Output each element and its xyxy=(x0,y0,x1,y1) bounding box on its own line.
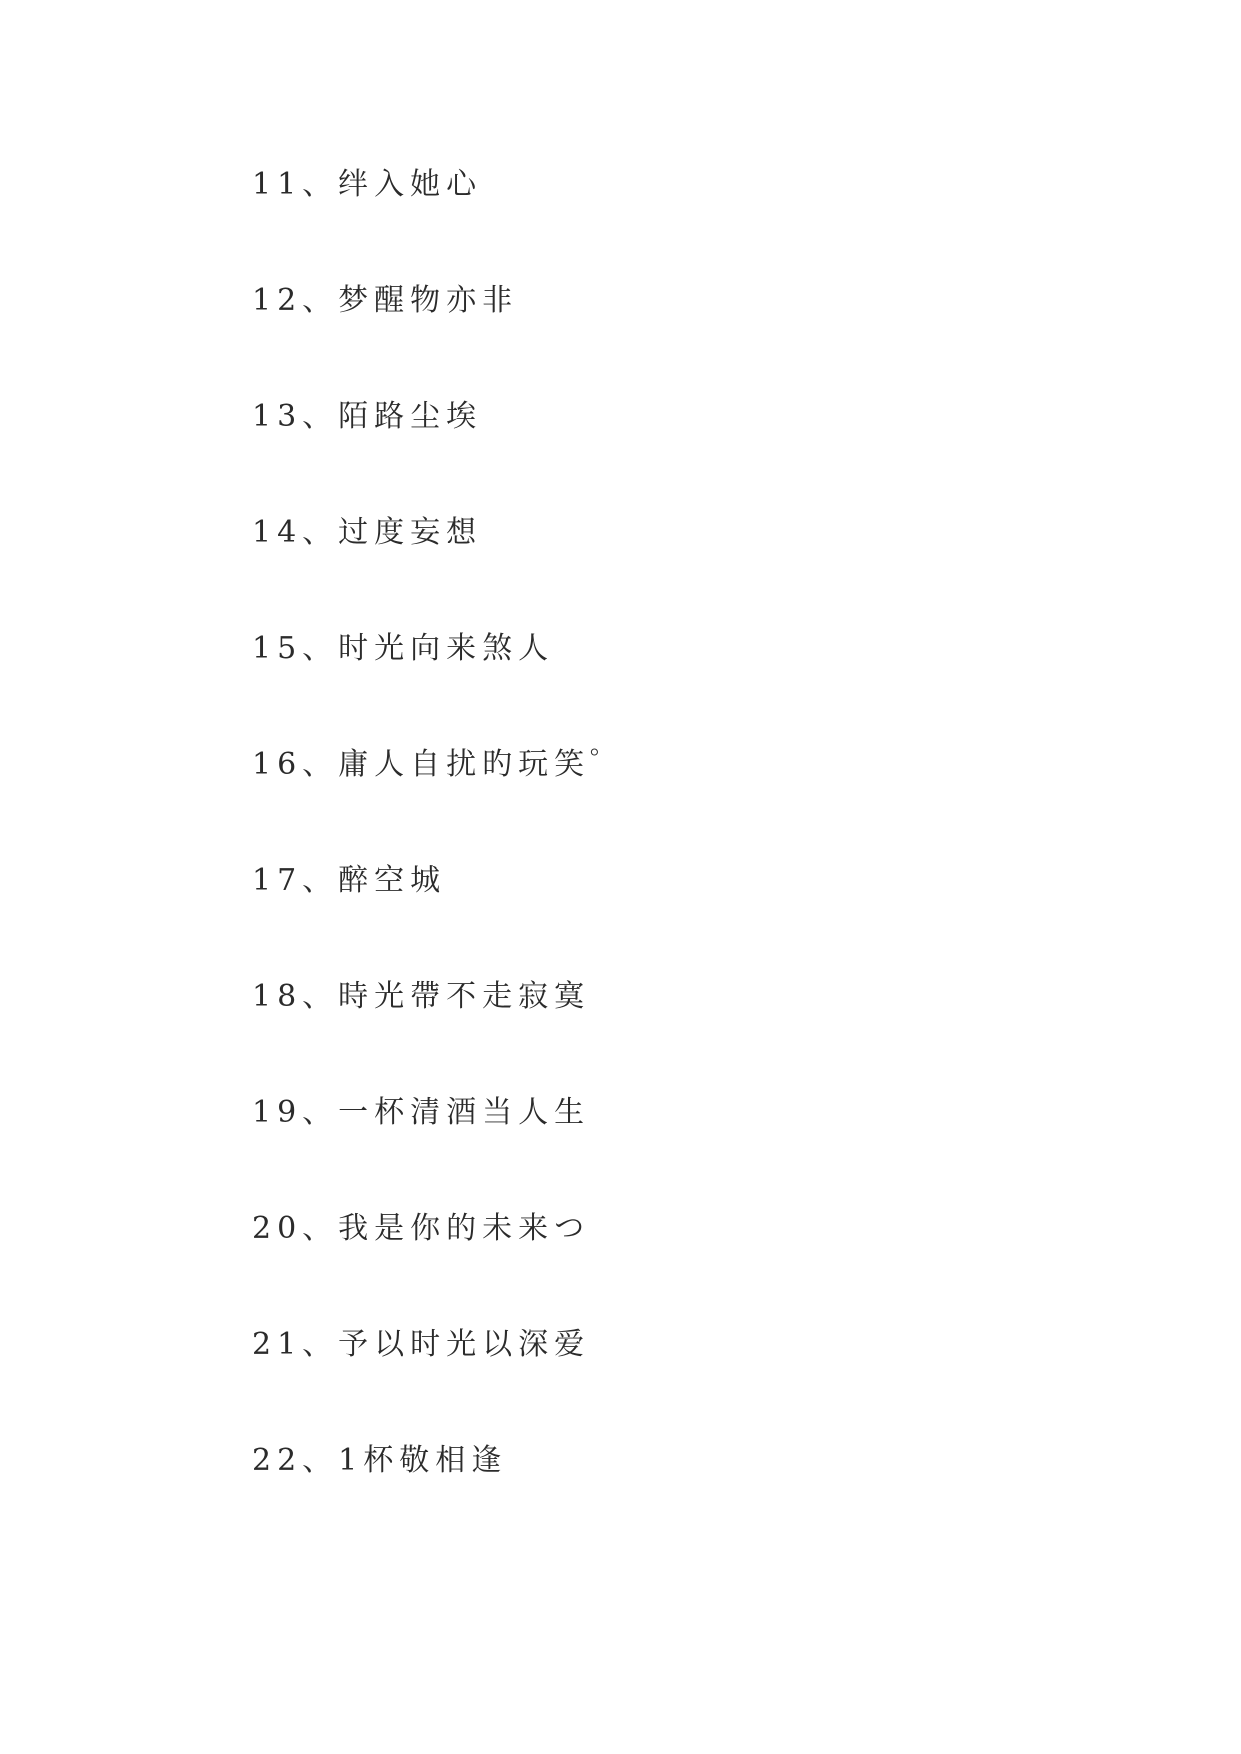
list-item: 14、过度妄想 xyxy=(252,515,483,550)
numbered-list xyxy=(252,165,626,1557)
list-item: 12、梦醒物亦非 xyxy=(252,283,519,318)
list-item: 18、時光帶不走寂寞 xyxy=(252,979,591,1014)
list-item: 11、绊入她心 xyxy=(252,167,483,202)
list-item: 15、时光向来煞人 xyxy=(252,631,555,666)
list-item: 20、我是你的未来つ xyxy=(252,1211,591,1246)
list-item: 16、庸人自扰旳玩笑゜ xyxy=(252,747,627,782)
list-item: 17、醉空城 xyxy=(252,863,447,898)
list-item: 13、陌路尘埃 xyxy=(252,399,483,434)
list-item: 19、一杯清酒当人生 xyxy=(252,1095,591,1130)
list-item: 21、予以时光以深爱 xyxy=(252,1327,591,1362)
list-item: 22、1杯敬相逢 xyxy=(252,1443,508,1478)
